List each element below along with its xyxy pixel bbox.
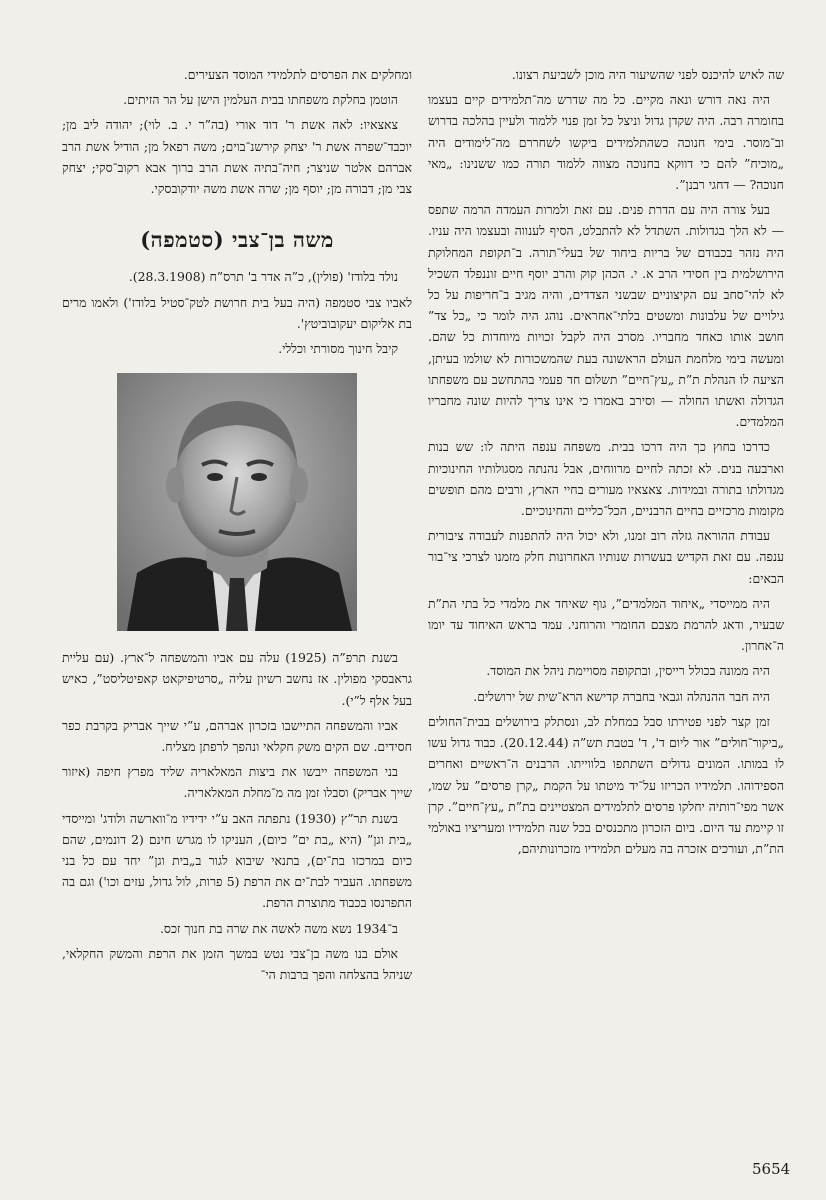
page-number: 5654: [752, 1160, 791, 1178]
paragraph: אביו והמשפחה התיישבו בזכרון אברהם, ע”י שייך אבריק בקרבת כפר חסידים. שם הקים משק חקלאי ונהפך לרפתן מצליח.: [62, 717, 412, 755]
paragraph: זמן קצר לפני פטירתו סבל במחלת לב, ונסתלק בירושלים בבית־החולים „ביקור־חולים” אור ליום ד', ד' בטבת תש”ה (20.12.44). כבוד גדול עשו לו במותו. המונים גדולים השתתפו בלווייתו. הרבנים ה־ראשיים ואחרים הספידוהו. תלמידיו הכריזו על־יד מיטתו על הקמת „קרן פרסים” על שמו, אשר מפי־רותיה יחלקו פרסים לתלמידים המצטיינים בת”ת „עץ־חיים”. קרן זו קיימת עד היום. ביום הזכרון מתכנסים בכל שנה תלמידיו ומעריציו באולמי הת”ת, ועורכים אזכרה בה מעלים תלמידיו מזכרונותיהם,: [427, 713, 785, 857]
paragraph: עבודת ההוראה גזלה רוב זמנו, ולא יכול היה להתפנות לעבודה ציבורית ענפה. עם זאת הקדיש בעשרות שנותיו האחרונות חלק מזמנו לצרכי צי־בור הבאים:: [428, 528, 784, 586]
birth-paragraph: נולד בלודז' (פולין), כ”ה אדר ב' תרס”ח (28.3.1908).: [128, 269, 398, 285]
paragraph: היה חבר ההנהלה וגבאי בחברה קדישא הרא־שית של ירושלים.: [473, 688, 770, 704]
paragraph: בשנת תר”ץ (1930) נתפתה האב ע”י ידידיו מ־ווארשה ולודג' ומייסדי „בית וגן” (היא „בת ים” כיום), העניקו לו מגרש חינם (2 דונמים, שהם כיום במרכזו בת־ים), בתנאי שיבוא לגור ב„בית וגן” יחד עם כל בני משפחתו. העביר לבת־ים את הרפת (5 פרות, לול גדול, עזים וכו') וגם בה התפרנסו בכבוד מתוצרת הרפת.: [62, 810, 412, 911]
parents-paragraph: לאביו צבי סטמפה (היה בעל בית חרושת לטק־סטיל בלודז') ולאמו מרים בת אליקום יעקובוביטץ'.: [62, 294, 412, 331]
descendants-paragraph: צאצאיו: לאה אשת ר' דוד אורי (בה”ר י. ב. לוי); יהודה ליב מן; יוכבד־שפרה אשת ר' יצחק קירשנ־בוים; משה רפאל מן; הודיל אשת הרב אברהם אלטר שניצר; חיה־בתיה אשת הרב ברוך אבא רקוב־סקי; יצחק צבי מן; דבורה מן; יוסף מן; שרה אשת משה יודקובסקי.: [62, 117, 412, 197]
portrait-image: [117, 373, 357, 631]
paragraph: היה ממייסדי „איחוד המלמדים”, גוף שאיחד את מלמדי כל בתי הת”ת שבעיר, ודאג להרמת מצבם החומרי והרוחני. עמד בראש האיחוד עד יומו ה־אחרון.: [428, 595, 784, 654]
paragraph: בשנת תרפ”ה (1925) עלה עם אביו והמשפחה ל־ארץ. (עם עליית גראבסקי מפולין. אז נחשב רשיון עליה „סרטיפיקאט קאפיטליסט”, כאיש בעל אלף ל”י).: [62, 650, 412, 708]
paragraph: כדרכו בחוץ כך היה דרכו בבית. משפחה ענפה היתה לו: שש בנות וארבעה בנים. לא זכתה לחיים מרווחים, אבל נהנתה מסגולותיו החינוכיות מגדולתו בתורה ובמידות. צאצאיו מעורים בחיי הארץ, ורבים מהם תופשים מקומות מרכזיים בחיים הרבניים, הכל־כליים והחינוכיים.: [428, 439, 784, 519]
paragraph: היה נאה דורש ונאה מקיים. כל מה שדרש מה־תלמידים קיים בעצמו בחומרה רבה. היה שקדן גדול וניצל כל זמן פנוי ללמוד ולעיין בהלכה בדרוש וב־מוסר. בימי חנוכה כשהתלמידים ביקשו לשחררם מה־לימודים היה „מוכיח” להם כי דווקא בחנוכה מצווה ללמוד תורה כמו ששנינו: „מאי חנוכה? — דחגי רבנן”.: [428, 92, 784, 193]
right-column: [428, 64, 784, 863]
paragraph: ומחלקים את הפרסים לתלמידי המוסד הצעירים.: [183, 67, 412, 82]
paragraph: אולם בנו משה בן־צבי נטש במשך הזמן את הרפת והמשק החקלאי, שניהל בהצלחה והפך ברבות הי־: [62, 945, 412, 983]
portrait-photo: [117, 373, 357, 631]
left-column: [62, 64, 412, 989]
paragraph: הוטמן בחלקת משפחתו בבית העלמין הישן על הר הזיתים.: [123, 92, 398, 108]
education-paragraph: קיבל חינוך מסורתי וכללי.: [278, 341, 398, 357]
paragraph: בני המשפחה ייבשו את ביצות המאלאריה שליד מפרץ חיפה (איזור שייך אבריק) וסבלו זמן מה מ־מחלת המאלאריה.: [62, 764, 412, 801]
entry-title: משה בן־צבי (סטמפה): [140, 227, 334, 253]
paragraph: בעל צורה היה עם הדרת פנים. עם זאת ולמרות העמדה הרמה שתפס — לא הלך בגדולות. השתדל לא להתבלט, הסיף לענווה ובעצמו היה עניו. היה נזהר בכבודם של בריות ביחוד של בעלי־תורה. ב־תקופת המחלוקת הירושלמית בין חסידי הרב א. י. הכהן קוק והרב יוסף חיים זוננפלד השכיל לא להי־סחב עם הקיצוניים שבשני הצדדים, והיה מגיב ב־חריפות על כל גילויים של עלבונות ומשטים בלתי־אחראים. נוהג היה לומר כי „כל צד” חושב אותו כאחד מחבריו. מסרב היה לקבל זכויות מיוחדות כל שהם. ומעשה בימי מלחמת העולם הראשונה בעת שהמשכורות לא שולמו בעיתן, הציעה לו הנהלת ת”ת „עץ־חיים” תשלום חד פעמי בהתחשב עם משפחתו הגדולה ואשתו החולה — וסירב באמרו כי אינו צריך להיות שונה מחבריו המלמדים.: [428, 202, 784, 430]
paragraph: היה ממונה בכולל רייסין, ובתקופה מסויימת ניהל את המוסד.: [486, 663, 770, 679]
paragraph: ב־1934 נשא משה לאשה את שרה בת חנוך זכס.: [159, 920, 398, 936]
paragraph: שה לאיש להיכנס לפני שהשיעור היה מוכן לשביעת רצונו.: [511, 67, 784, 82]
